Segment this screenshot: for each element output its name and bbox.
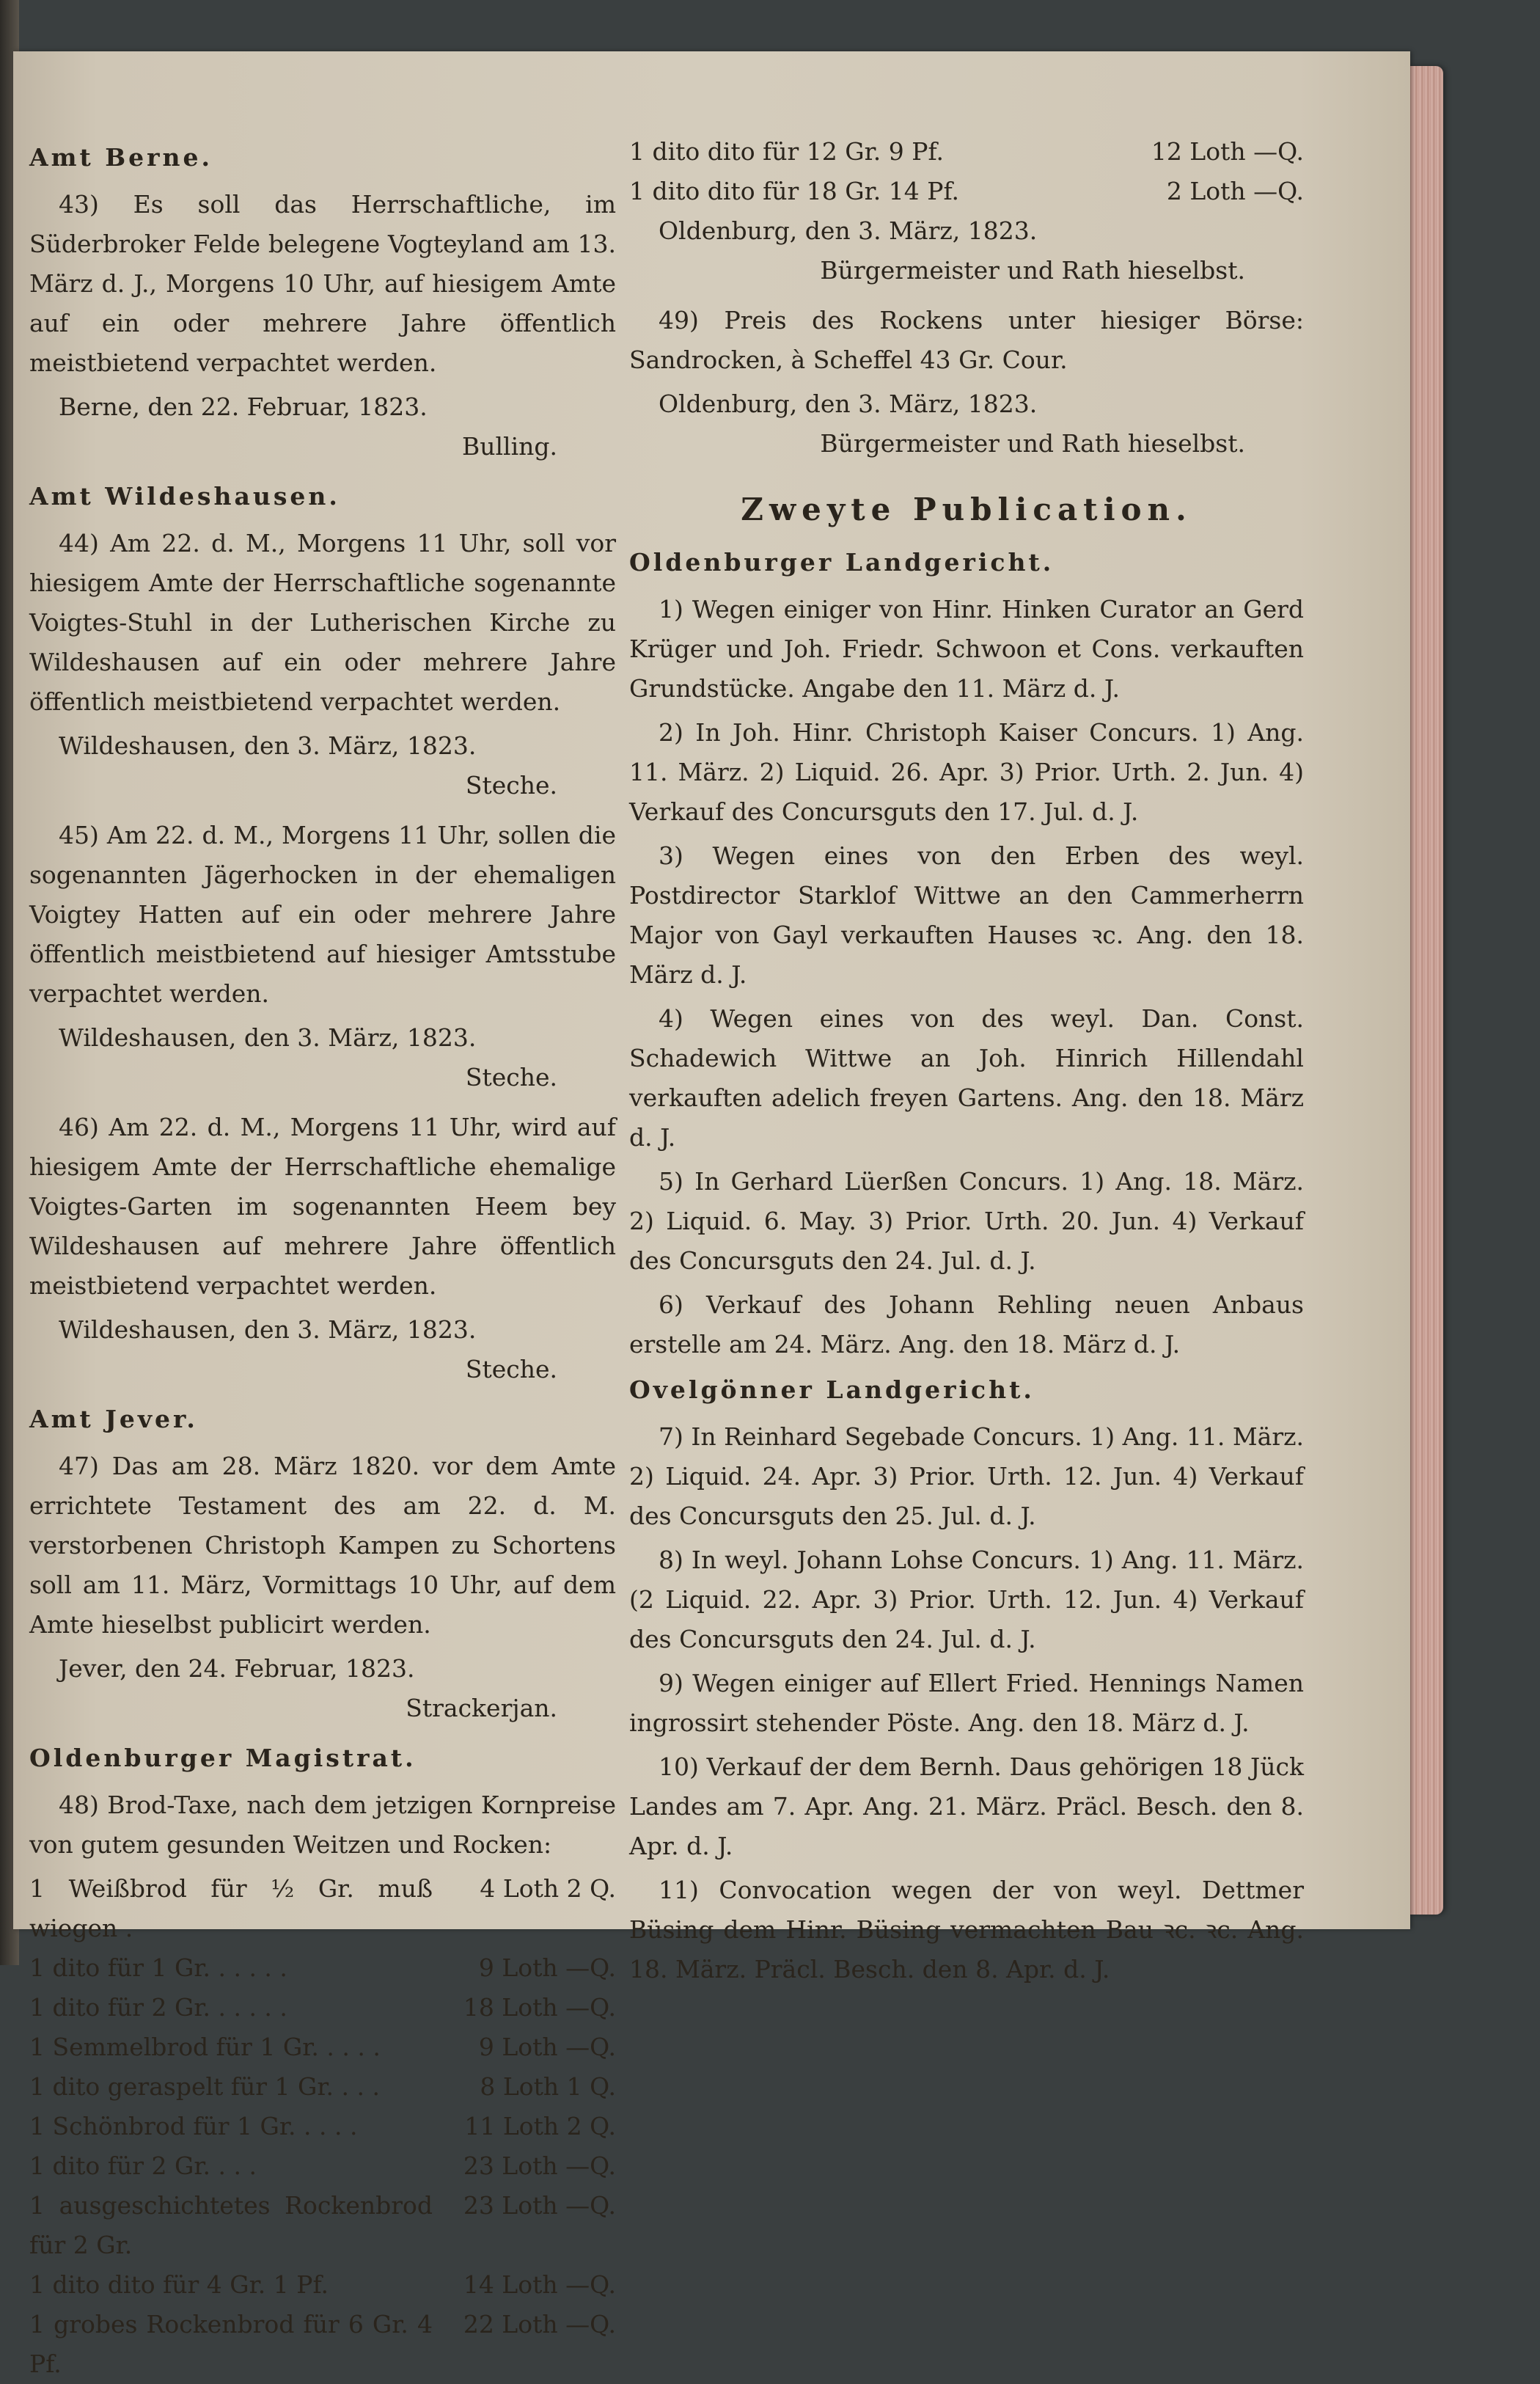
section-title: Zweyte Publication. <box>741 491 1192 527</box>
tax-weight: 11 Loth 2 Q. <box>464 2112 616 2140</box>
tax-item: 1 grobes Rockenbrod für 6 Gr. 4 Pf. <box>29 2310 433 2378</box>
signature: Steche. <box>465 1355 557 1383</box>
tax-row <box>29 2186 616 2265</box>
tax-weight: 4 Loth 2 Q. <box>480 1874 616 1903</box>
court-item: 2) In Joh. Hinr. Christoph Kaiser Concurs. 1) Ang. 11. März. 2) Liquid. 26. Apr. 3) Prior. Urth. 2. Jun. 4) Verkauf des Concursguts den 17. Jul. d. J. <box>629 718 1304 826</box>
dateline: Oldenburg, den 3. März, 1823. <box>659 390 1038 418</box>
tax-item: 1 ausgeschichtetes Rockenbrod für 2 Gr. <box>29 2191 433 2259</box>
notice-43: 43) Es soll das Herrschaftliche, im Süderbroker Felde belegene Vogteyland am 13. März d. J., Morgens 10 Uhr, auf hiesigem Amte auf ein oder mehrere Jahre öffentlich meistbietend verpachtet werden. <box>29 190 616 377</box>
signature: Bürgermeister und Rath hieselbst. <box>820 256 1245 285</box>
tax-item: 1 dito dito für 12 Gr. 9 Pf. <box>629 137 944 166</box>
tax-weight: 14 Loth —Q. <box>463 2270 616 2299</box>
dateline: Jever, den 24. Februar, 1823. <box>59 1654 415 1683</box>
notice-46: 46) Am 22. d. M., Morgens 11 Uhr, wird auf hiesigem Amte der Herrschaftliche ehemalige Voigtes-Garten im sogenannten Heem bey Wildeshausen auf mehrere Jahre öffentlich meistbietend verpachtet werden. <box>29 1113 616 1300</box>
court-item: 6) Verkauf des Johann Rehling neuen Anbaus erstelle am 24. März. Ang. den 18. März d. J. <box>629 1290 1304 1359</box>
section-heading: Amt Berne. <box>29 143 213 172</box>
section-heading: Oldenburger Magistrat. <box>29 1744 417 1772</box>
tax-item: 1 dito dito für 4 Gr. 1 Pf. <box>29 2270 329 2299</box>
left-column <box>29 132 616 2378</box>
section-heading: Amt Jever. <box>29 1405 198 1433</box>
tax-weight: 23 Loth —Q. <box>463 2151 616 2180</box>
tax-item: 1 dito für 2 Gr. . . . <box>29 2151 257 2180</box>
section-heading: Amt Wildeshausen. <box>29 482 340 511</box>
tax-weight: 9 Loth —Q. <box>478 1953 616 1982</box>
tax-row <box>29 2028 616 2067</box>
signature: Bürgermeister und Rath hieselbst. <box>820 429 1245 458</box>
dateline: Oldenburg, den 3. März, 1823. <box>659 216 1038 245</box>
tax-weight: 12 Loth —Q. <box>1151 137 1304 166</box>
tax-row <box>29 2305 616 2384</box>
court-item: 4) Wegen eines von des weyl. Dan. Const. Schadewich Wittwe an Joh. Hinrich Hillendahl verkauften adelich freyen Gartens. Ang. den 18. März d. J. <box>629 1004 1304 1152</box>
tax-weight: 8 Loth 1 Q. <box>480 2072 616 2101</box>
court-item: 9) Wegen einiger auf Ellert Fried. Hennings Namen ingrossirt stehender Pöste. Ang. den 18. März d. J. <box>629 1669 1304 1737</box>
right-column <box>629 132 1304 1983</box>
signature: Steche. <box>465 1063 557 1092</box>
tax-row <box>29 1948 616 1988</box>
tax-row <box>29 2067 616 2107</box>
tax-item: 1 dito dito für 18 Gr. 14 Pf. <box>629 177 959 205</box>
court-heading: Oldenburger Landgericht. <box>629 548 1055 577</box>
tax-weight: 2 Loth —Q. <box>1166 177 1304 205</box>
court-heading: Ovelgönner Landgericht. <box>629 1375 1035 1404</box>
tax-weight: 23 Loth —Q. <box>463 2191 616 2220</box>
dateline: Wildeshausen, den 3. März, 1823. <box>59 731 477 760</box>
signature: Bulling. <box>461 432 557 461</box>
court-item: 3) Wegen eines von den Erben des weyl. Postdirector Starklof Wittwe an den Cammerherrn Major von Gayl verkauften Hauses ꝛc. Ang. den 18. März d. J. <box>629 841 1304 989</box>
tax-item: 1 Semmelbrod für 1 Gr. . . . . <box>29 2033 381 2061</box>
tax-weight: 9 Loth —Q. <box>478 2033 616 2061</box>
court-item: 8) In weyl. Johann Lohse Concurs. 1) Ang. 11. März. (2 Liquid. 22. Apr. 3) Prior. Urth. 12. Jun. 4) Verkauf des Concursguts den 24. Jul. d. J. <box>629 1546 1304 1653</box>
book-page <box>13 51 1410 2378</box>
court-item: 5) In Gerhard Lüerßen Concurs. 1) Ang. 18. März. 2) Liquid. 6. May. 3) Prior. Urth. 20. Jun. 4) Verkauf des Concursguts den 24. Jul. d. J. <box>629 1167 1304 1275</box>
notice-44: 44) Am 22. d. M., Morgens 11 Uhr, soll vor hiesigem Amte der Herrschaftliche sogenannte Voigtes-Stuhl in der Lutherischen Kirche zu Wildeshausen auf ein oder mehrere Jahre öffentlich meistbietend verpachtet werden. <box>29 529 616 716</box>
signature: Strackerjan. <box>406 1694 557 1722</box>
tax-row <box>29 2265 616 2305</box>
signature: Steche. <box>465 771 557 800</box>
notice-47: 47) Das am 28. März 1820. vor dem Amte errichtete Testament des am 22. d. M. verstorbenen Christoph Kampen zu Schortens soll am 11. März, Vormittags 10 Uhr, auf dem Amte hieselbst publicirt werden. <box>29 1452 616 1639</box>
tax-row <box>629 132 1304 172</box>
book-page-edges <box>1407 66 1443 1915</box>
tax-row <box>629 172 1304 211</box>
court-item: 10) Verkauf der dem Bernh. Daus gehörigen 18 Jück Landes am 7. Apr. Ang. 21. März. Präcl. Besch. den 8. Apr. d. J. <box>629 1752 1304 1860</box>
bread-tax-table <box>29 1869 616 2384</box>
notice-48: 48) Brod-Taxe, nach dem jetzigen Kornpreise von gutem gesunden Weitzen und Rocken: <box>29 1791 616 1859</box>
dateline: Wildeshausen, den 3. März, 1823. <box>59 1023 477 1052</box>
tax-item: 1 dito für 1 Gr. . . . . . <box>29 1953 287 1982</box>
tax-weight: 22 Loth —Q. <box>463 2310 616 2339</box>
tax-item: 1 Schönbrod für 1 Gr. . . . . <box>29 2112 358 2140</box>
tax-row <box>29 2107 616 2146</box>
tax-item: 1 dito für 2 Gr. . . . . . <box>29 1993 287 2022</box>
tax-item: 1 Weißbrod für ½ Gr. muß wiegen . <box>29 1874 433 1942</box>
tax-row <box>29 1869 616 1948</box>
court-item: 11) Convocation wegen der von weyl. Dettmer Büsing dem Hinr. Büsing vermachten Bau ꝛc. ꝛc. Ang. 18. März. Präcl. Besch. den 8. Apr. d. J. <box>629 1876 1304 1983</box>
notice-49: 49) Preis des Rockens unter hiesiger Börse: Sandrocken, à Scheffel 43 Gr. Cour. <box>629 306 1304 374</box>
court-item: 1) Wegen einiger von Hinr. Hinken Curator an Gerd Krüger und Joh. Friedr. Schwoon et Cons. verkauften Grundstücke. Angabe den 11. März d. J. <box>629 595 1304 703</box>
court-item: 7) In Reinhard Segebade Concurs. 1) Ang. 11. März. 2) Liquid. 24. Apr. 3) Prior. Urth. 12. Jun. 4) Verkauf des Concursguts den 25. Jul. d. J. <box>629 1422 1304 1530</box>
dateline: Wildeshausen, den 3. März, 1823. <box>59 1315 477 1344</box>
tax-weight: 18 Loth —Q. <box>463 1993 616 2022</box>
notice-45: 45) Am 22. d. M., Morgens 11 Uhr, sollen die sogenannten Jägerhocken in der ehemaligen Voigtey Hatten auf ein oder mehrere Jahre öffentlich meistbietend auf hiesiger Amtsstube verpachtet werden. <box>29 821 616 1008</box>
bread-tax-continued <box>629 132 1304 211</box>
dateline: Berne, den 22. Februar, 1823. <box>59 392 428 421</box>
tax-row <box>29 1988 616 2028</box>
tax-row <box>29 2146 616 2186</box>
tax-item: 1 dito geraspelt für 1 Gr. . . . <box>29 2072 380 2101</box>
